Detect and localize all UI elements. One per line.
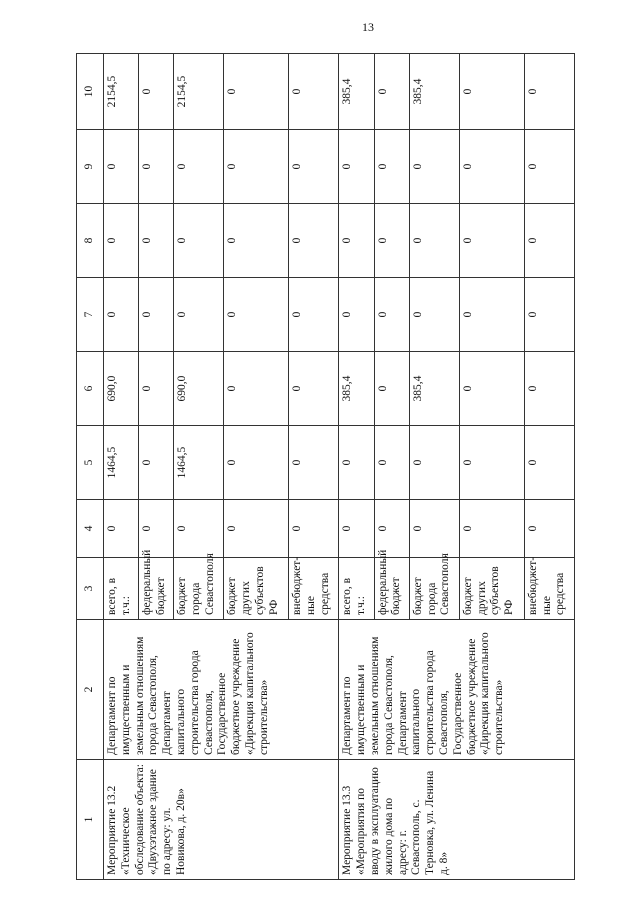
header-cell: 8 — [77, 204, 104, 278]
value-cell: 0 — [374, 352, 409, 426]
value-cell: 0 — [139, 54, 174, 130]
value-cell: 0 — [174, 278, 224, 352]
value-cell: 0 — [524, 500, 574, 558]
value-cell: 0 — [459, 426, 524, 500]
budget-table — [76, 53, 575, 880]
funding-source-cell: бюджет других субъектов РФ — [224, 558, 289, 620]
value-cell: 385,4 — [409, 54, 459, 130]
value-cell: 1464,5 — [104, 426, 139, 500]
value-cell: 0 — [289, 426, 339, 500]
value-cell: 0 — [224, 352, 289, 426]
value-cell: 0 — [224, 54, 289, 130]
value-cell: 0 — [104, 204, 139, 278]
value-cell: 0 — [224, 204, 289, 278]
value-cell: 0 — [174, 130, 224, 204]
value-cell: 0 — [374, 500, 409, 558]
value-cell: 0 — [409, 278, 459, 352]
value-cell: 0 — [174, 204, 224, 278]
header-cell: 7 — [77, 278, 104, 352]
value-cell: 0 — [409, 500, 459, 558]
value-cell: 0 — [409, 130, 459, 204]
table-row — [339, 54, 374, 880]
value-cell: 0 — [524, 204, 574, 278]
value-cell: 0 — [139, 500, 174, 558]
header-cell: 2 — [77, 620, 104, 760]
funding-source-cell: федеральный бюджет — [139, 558, 174, 620]
value-cell: 0 — [104, 130, 139, 204]
funding-source-cell: бюджет других субъектов РФ — [459, 558, 524, 620]
funding-source-cell: внебюджет-ные средства — [289, 558, 339, 620]
value-cell: 0 — [289, 204, 339, 278]
header-cell: 5 — [77, 426, 104, 500]
value-cell: 385,4 — [339, 54, 374, 130]
funding-source-cell: всего, в т.ч.: — [339, 558, 374, 620]
value-cell: 690,0 — [104, 352, 139, 426]
value-cell: 1464,5 — [174, 426, 224, 500]
header-cell: 6 — [77, 352, 104, 426]
funding-source-cell: внебюджет-ные средства — [524, 558, 574, 620]
value-cell: 0 — [374, 204, 409, 278]
value-cell: 0 — [139, 130, 174, 204]
funding-source-cell: бюджет города Севастополя — [174, 558, 224, 620]
value-cell: 0 — [459, 352, 524, 426]
value-cell: 0 — [104, 278, 139, 352]
value-cell: 0 — [139, 426, 174, 500]
value-cell: 0 — [289, 54, 339, 130]
value-cell: 0 — [409, 426, 459, 500]
value-cell: 2154,5 — [104, 54, 139, 130]
value-cell: 690,0 — [174, 352, 224, 426]
value-cell: 385,4 — [339, 352, 374, 426]
value-cell: 0 — [174, 500, 224, 558]
header-cell: 3 — [77, 558, 104, 620]
value-cell: 0 — [289, 352, 339, 426]
value-cell: 0 — [524, 278, 574, 352]
value-cell: 0 — [459, 130, 524, 204]
value-cell: 0 — [459, 204, 524, 278]
funding-source-cell: бюджет города Севастополя — [409, 558, 459, 620]
value-cell: 0 — [459, 500, 524, 558]
funding-source-cell: федеральный бюджет — [374, 558, 409, 620]
measure-cell: Мероприятие 13.3 «Мероприятия по вводу в эксплуатацию жилого дома по адресу: г. Севастополь, с. Терновка, ул. Ленина д. 8» — [339, 760, 575, 880]
value-cell: 0 — [139, 352, 174, 426]
value-cell: 0 — [524, 54, 574, 130]
value-cell: 0 — [524, 352, 574, 426]
value-cell: 0 — [409, 204, 459, 278]
value-cell: 0 — [374, 278, 409, 352]
header-row — [77, 54, 104, 880]
value-cell: 0 — [339, 278, 374, 352]
value-cell: 0 — [289, 500, 339, 558]
rotated-table-container — [76, 54, 575, 880]
value-cell: 0 — [524, 130, 574, 204]
value-cell: 0 — [224, 278, 289, 352]
value-cell: 0 — [374, 130, 409, 204]
value-cell: 0 — [339, 130, 374, 204]
value-cell: 0 — [339, 426, 374, 500]
value-cell: 0 — [224, 500, 289, 558]
value-cell: 0 — [339, 204, 374, 278]
header-cell: 4 — [77, 500, 104, 558]
value-cell: 0 — [459, 54, 524, 130]
value-cell: 0 — [289, 278, 339, 352]
value-cell: 0 — [139, 278, 174, 352]
executor-cell: Департамент по имущественным и земельным отношениям города Севастополя, Департамент капитального строительства города Севастополя, Государственное бюджетное учреждение «Дирекция капитального строительства» — [339, 620, 575, 760]
table-row — [104, 54, 139, 880]
value-cell: 0 — [139, 204, 174, 278]
value-cell: 0 — [224, 130, 289, 204]
page-number: 13 — [362, 20, 374, 34]
value-cell: 0 — [524, 426, 574, 500]
header-cell: 9 — [77, 130, 104, 204]
value-cell: 0 — [289, 130, 339, 204]
value-cell: 2154,5 — [174, 54, 224, 130]
value-cell: 0 — [339, 500, 374, 558]
value-cell: 0 — [104, 500, 139, 558]
header-cell: 1 — [77, 760, 104, 880]
header-cell: 10 — [77, 54, 104, 130]
value-cell: 0 — [374, 54, 409, 130]
value-cell: 0 — [374, 426, 409, 500]
funding-source-cell: всего, в т.ч.: — [104, 558, 139, 620]
value-cell: 385,4 — [409, 352, 459, 426]
value-cell: 0 — [224, 426, 289, 500]
value-cell: 0 — [459, 278, 524, 352]
executor-cell: Департамент по имущественным и земельным отношениям города Севастополя, Департамент капитального строительства города Севастополя, Государственное бюджетное учреждение «Дирекция капитального строительства» — [104, 620, 339, 760]
measure-cell: Мероприятие 13.2 «Техническое обследование объекта: «Двухэтажное здание по адресу: ул. Новикова, д. 20в» — [104, 760, 339, 880]
